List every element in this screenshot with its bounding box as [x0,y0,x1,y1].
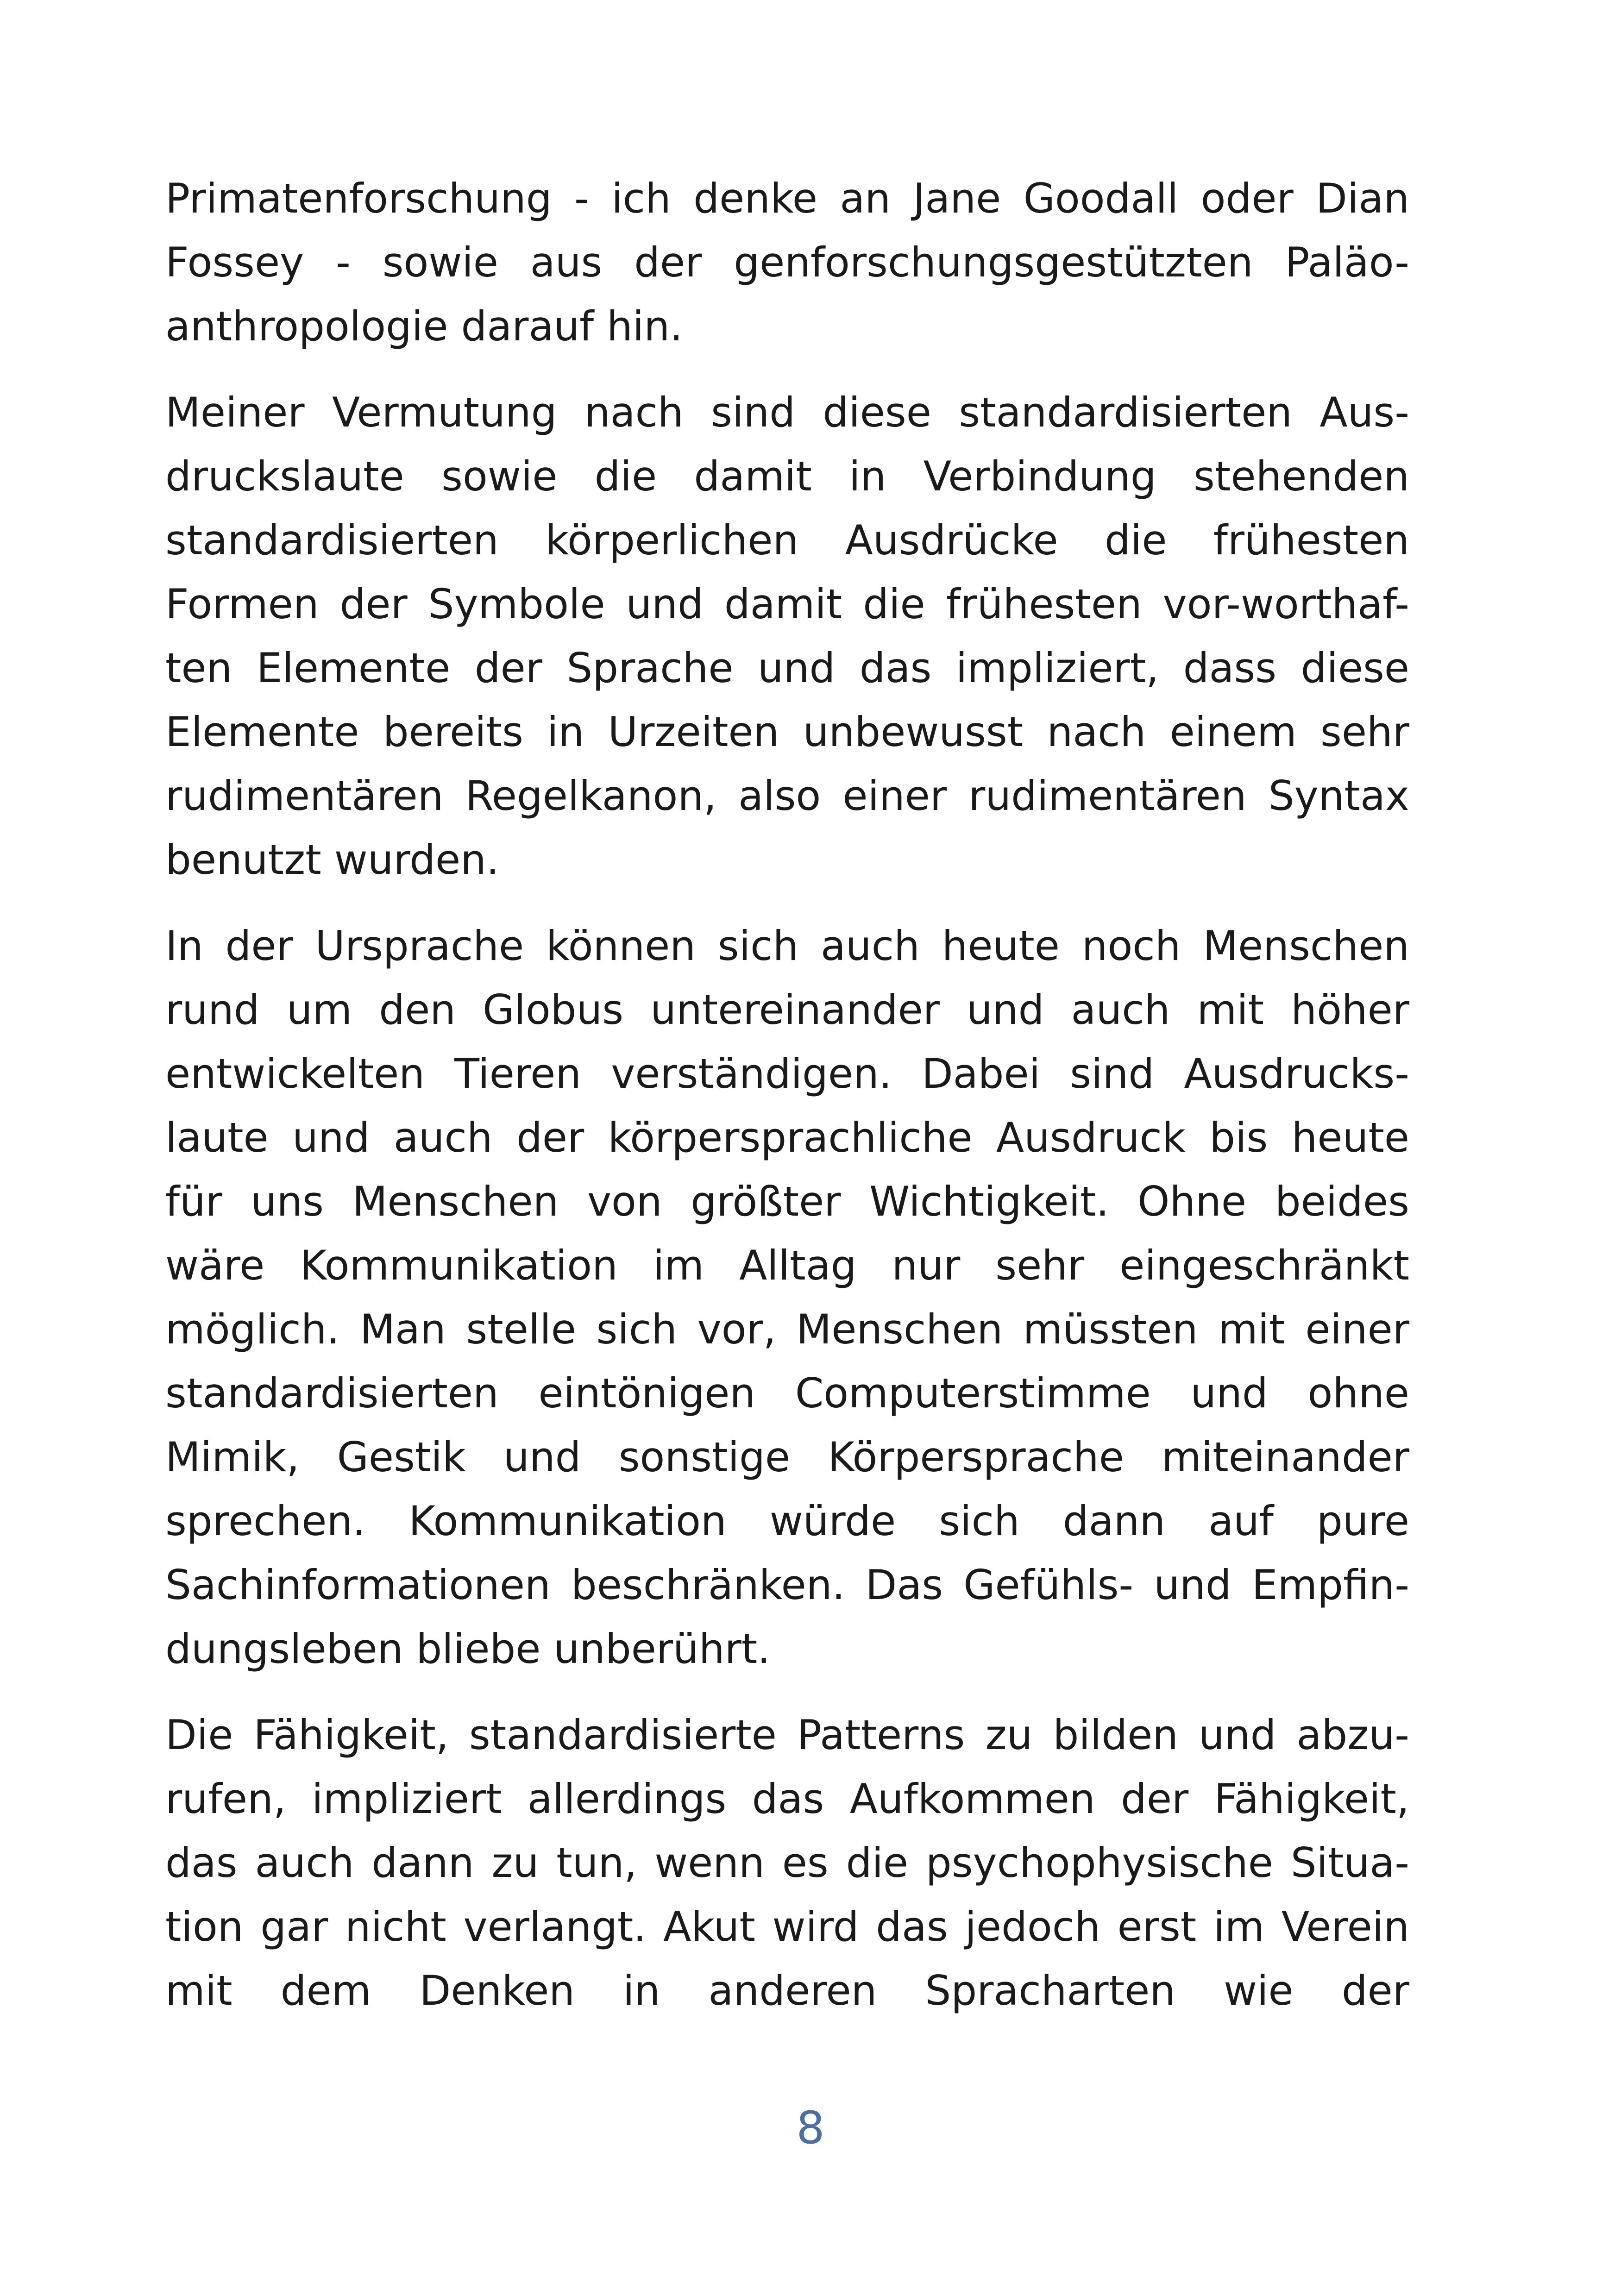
text-line: Mimik, Gestik und sonstige Körpersprache miteinander [165,1433,1409,1481]
text-line: rufen, impliziert allerdings das Aufkommen der Fähigkeit, [165,1775,1409,1823]
text-line: Die Fähigkeit, standardisierte Patterns zu bilden und abzu- [165,1711,1409,1759]
text-line: für uns Menschen von größter Wichtigkeit. Ohne beides [165,1178,1409,1225]
text-line: das auch dann zu tun, wenn es die psychophysische Situa- [165,1839,1409,1887]
paragraph-3 [165,914,1409,1681]
paragraph-2 [165,381,1409,892]
text-line: dungsleben bliebe unberührt. [165,1625,771,1673]
text-line: laute und auch der körpersprachliche Ausdruck bis heute [165,1114,1409,1161]
text-line: In der Ursprache können sich auch heute noch Menschen [165,922,1409,970]
text-line: druckslaute sowie die damit in Verbindung stehenden [165,452,1409,500]
text-line: möglich. Man stelle sich vor, Menschen müssten mit einer [165,1305,1409,1353]
text-line: standardisierten eintönigen Computerstimme und ohne [165,1369,1409,1417]
page-number: 8 [796,2102,825,2154]
text-line: ten Elemente der Sprache und das impliziert, dass diese [165,644,1409,692]
text-line: wäre Kommunikation im Alltag nur sehr eingeschränkt [165,1242,1409,1289]
text-line: sprechen. Kommunikation würde sich dann auf pure [165,1497,1409,1545]
text-line: rudimentären Regelkanon, also einer rudimentären Syntax [165,772,1409,820]
text-line: Fossey - sowie aus der genforschungsgestützten Paläo- [165,238,1409,286]
text-line: entwickelten Tieren verständigen. Dabei sind Ausdrucks- [165,1050,1409,1098]
text-line: Sachinformationen beschränken. Das Gefühls- und Empfin- [165,1561,1409,1609]
body-text [165,167,1409,2023]
text-line: benutzt wurden. [165,836,499,884]
text-line: Formen der Symbole und damit die frühesten vor-worthaf- [165,580,1409,628]
paragraph-1 [165,167,1409,358]
text-line: standardisierten körperlichen Ausdrücke die frühesten [165,516,1409,564]
text-line: Meiner Vermutung nach sind diese standardisierten Aus- [165,389,1409,436]
text-line: mit dem Denken in anderen Spracharten wie der [165,1967,1409,2014]
text-line: tion gar nicht verlangt. Akut wird das jedoch erst im Verein [165,1903,1409,1951]
text-line: Elemente bereits in Urzeiten unbewusst nach einem sehr [165,708,1409,756]
text-line: Primatenforschung - ich denke an Jane Goodall oder Dian [165,175,1409,222]
text-line: rund um den Globus untereinander und auch mit höher [165,986,1409,1034]
text-line: anthropologie darauf hin. [165,302,683,350]
paragraph-4 [165,1703,1409,2023]
